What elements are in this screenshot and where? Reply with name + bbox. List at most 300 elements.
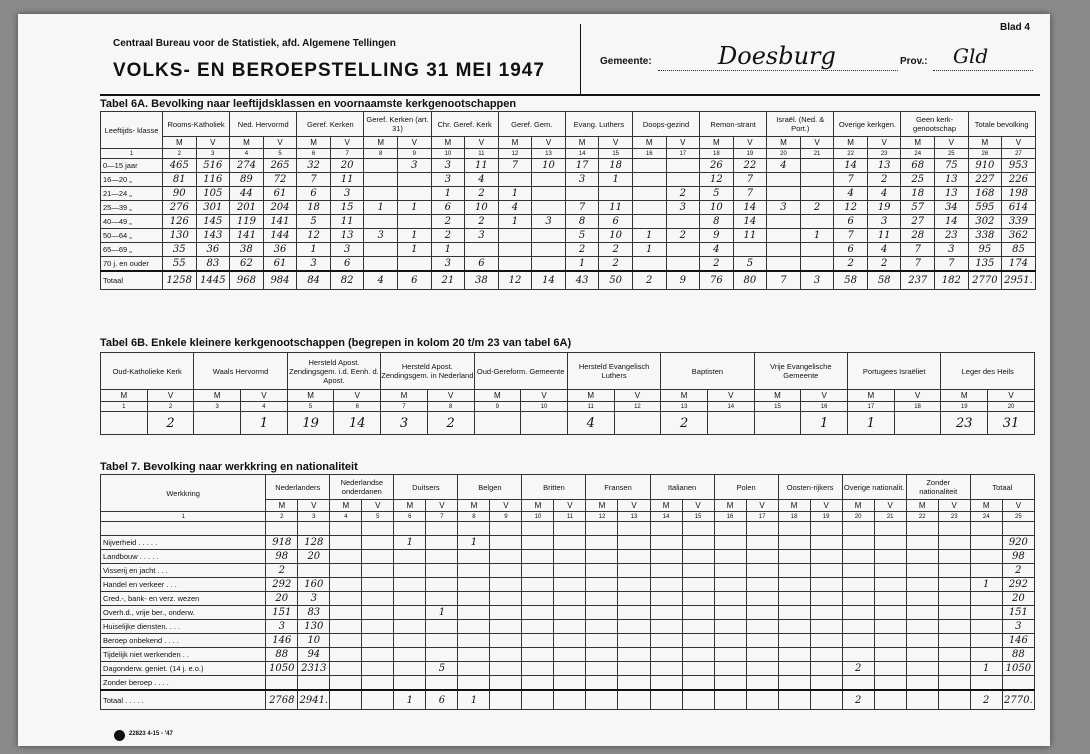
cell-value: 3 bbox=[1002, 620, 1034, 634]
cell-value: 1 bbox=[565, 257, 599, 272]
cell-value: 595 bbox=[968, 201, 1002, 215]
cell-value: 276 bbox=[163, 201, 197, 215]
spacer-cell bbox=[586, 522, 618, 536]
group-header: Leger des Heils bbox=[941, 353, 1035, 390]
cell-value bbox=[938, 662, 970, 676]
cell-value bbox=[362, 592, 394, 606]
m-header: M bbox=[968, 137, 1002, 149]
column-number: 1 bbox=[101, 402, 148, 412]
cell-value bbox=[906, 620, 938, 634]
column-number: 22 bbox=[906, 512, 938, 522]
total-value: 9 bbox=[666, 271, 700, 290]
cell-value bbox=[330, 550, 362, 564]
v-header: V bbox=[330, 137, 364, 149]
table-row bbox=[101, 257, 1036, 272]
cell-value: 301 bbox=[196, 201, 230, 215]
cell-value bbox=[554, 578, 586, 592]
row-label: Handel en verkeer . . . bbox=[101, 578, 266, 592]
cell-value: 146 bbox=[1002, 634, 1034, 648]
cell-value bbox=[586, 662, 618, 676]
cell-value bbox=[746, 536, 778, 550]
cell-value: 36 bbox=[196, 243, 230, 257]
cell-value bbox=[666, 159, 700, 173]
cell-value: 1 bbox=[632, 243, 666, 257]
cell-value bbox=[362, 634, 394, 648]
m-header: M bbox=[901, 137, 935, 149]
cell-value: 13 bbox=[867, 159, 901, 173]
cell-value: 135 bbox=[968, 257, 1002, 272]
cell-value: 10 bbox=[298, 634, 330, 648]
group-header: Geref. Kerken (art. 31) bbox=[364, 112, 431, 137]
spacer-cell bbox=[618, 522, 650, 536]
table-row bbox=[101, 564, 1035, 578]
v-header: V bbox=[397, 137, 431, 149]
cell-value bbox=[498, 257, 532, 272]
cell-value: 89 bbox=[230, 173, 264, 187]
column-number: 3 bbox=[298, 512, 330, 522]
group-header: Doops-gezind bbox=[632, 112, 699, 137]
tabel6a-table bbox=[100, 111, 1036, 290]
cell-value: 1 bbox=[297, 243, 331, 257]
row-label: 16—20 „ bbox=[101, 173, 163, 187]
cell-value bbox=[618, 536, 650, 550]
cell-value: 130 bbox=[298, 620, 330, 634]
cell-value: 14 bbox=[733, 215, 767, 229]
column-number: 7 bbox=[381, 402, 428, 412]
v-header: V bbox=[707, 390, 754, 402]
cell-value: 3 bbox=[330, 243, 364, 257]
total-value bbox=[522, 690, 554, 710]
column-number: 18 bbox=[700, 149, 734, 159]
spacer-cell bbox=[906, 522, 938, 536]
cell-value bbox=[330, 662, 362, 676]
total-value bbox=[906, 690, 938, 710]
cell-value: 81 bbox=[163, 173, 197, 187]
cell-value bbox=[906, 592, 938, 606]
cell-value: 13 bbox=[330, 229, 364, 243]
m-header: M bbox=[230, 137, 264, 149]
cell-value: 18 bbox=[297, 201, 331, 215]
cell-value bbox=[394, 662, 426, 676]
total-value: 2 bbox=[632, 271, 666, 290]
cell-value: 7 bbox=[834, 229, 868, 243]
cell-value: 2 bbox=[700, 257, 734, 272]
row-label: Cred.-, bank- en verz. wezen bbox=[101, 592, 266, 606]
cell-value bbox=[394, 578, 426, 592]
cell-value bbox=[458, 564, 490, 578]
cell-value bbox=[874, 662, 906, 676]
cell-value: 23 bbox=[941, 412, 988, 435]
cell-value: 2 bbox=[666, 187, 700, 201]
cell-value bbox=[532, 229, 566, 243]
cell-value bbox=[364, 257, 398, 272]
spacer-cell bbox=[650, 522, 682, 536]
cell-value bbox=[650, 536, 682, 550]
cell-value bbox=[532, 201, 566, 215]
v-header: V bbox=[874, 500, 906, 512]
total-value bbox=[778, 690, 810, 710]
m-header: M bbox=[842, 500, 874, 512]
cell-value: 7 bbox=[733, 187, 767, 201]
column-number: 1 bbox=[101, 149, 163, 159]
group-header: Ned. Hervormd bbox=[230, 112, 297, 137]
total-value: 6 bbox=[426, 690, 458, 710]
column-number: 10 bbox=[522, 512, 554, 522]
cell-value bbox=[970, 648, 1002, 662]
m-header: M bbox=[474, 390, 521, 402]
cell-value bbox=[810, 662, 842, 676]
cell-value bbox=[364, 215, 398, 229]
cell-value: 1 bbox=[397, 243, 431, 257]
cell-value bbox=[362, 578, 394, 592]
cell-value bbox=[778, 564, 810, 578]
table-row bbox=[101, 550, 1035, 564]
m-header: M bbox=[567, 390, 614, 402]
cell-value bbox=[490, 620, 522, 634]
total-value: 182 bbox=[935, 271, 969, 290]
cell-value: 12 bbox=[700, 173, 734, 187]
v-header: V bbox=[935, 137, 969, 149]
cell-value: 20 bbox=[298, 550, 330, 564]
cell-value: 1050 bbox=[266, 662, 298, 676]
cell-value bbox=[650, 662, 682, 676]
total-value: 58 bbox=[834, 271, 868, 290]
cell-value bbox=[586, 578, 618, 592]
cell-value bbox=[733, 243, 767, 257]
group-header: Israël. (Ned. & Port.) bbox=[767, 112, 834, 137]
column-number: 2 bbox=[266, 512, 298, 522]
cell-value: 144 bbox=[263, 229, 297, 243]
m-header: M bbox=[431, 137, 465, 149]
tabel7-table bbox=[100, 474, 1035, 710]
cell-value bbox=[330, 676, 362, 691]
cell-value bbox=[632, 201, 666, 215]
cell-value bbox=[330, 536, 362, 550]
m-header: M bbox=[330, 500, 362, 512]
v-header: V bbox=[465, 137, 499, 149]
cell-value bbox=[458, 648, 490, 662]
cell-value: 292 bbox=[1002, 578, 1034, 592]
cell-value bbox=[362, 648, 394, 662]
cell-value bbox=[682, 606, 714, 620]
cell-value bbox=[532, 187, 566, 201]
v-header: V bbox=[334, 390, 381, 402]
cell-value: 13 bbox=[935, 173, 969, 187]
cell-value: 174 bbox=[1002, 257, 1036, 272]
column-number: 3 bbox=[196, 149, 230, 159]
total-value bbox=[746, 690, 778, 710]
cell-value: 88 bbox=[266, 648, 298, 662]
m-header: M bbox=[458, 500, 490, 512]
cell-value bbox=[554, 550, 586, 564]
spacer-cell bbox=[746, 522, 778, 536]
total-row bbox=[101, 690, 1035, 710]
cell-value bbox=[810, 606, 842, 620]
total-value: 43 bbox=[565, 271, 599, 290]
cell-value bbox=[970, 676, 1002, 691]
cell-value bbox=[394, 606, 426, 620]
column-number: 5 bbox=[263, 149, 297, 159]
total-value: 2 bbox=[970, 690, 1002, 710]
cell-value bbox=[474, 412, 521, 435]
total-value: 76 bbox=[700, 271, 734, 290]
cell-value bbox=[842, 676, 874, 691]
cell-value bbox=[938, 648, 970, 662]
cell-value bbox=[394, 634, 426, 648]
column-number: 7 bbox=[426, 512, 458, 522]
row-label: Overh.d., vrije ber., onderw. bbox=[101, 606, 266, 620]
cell-value: 3 bbox=[935, 243, 969, 257]
cell-value bbox=[938, 676, 970, 691]
cell-value: 6 bbox=[599, 215, 633, 229]
group-header: Britten bbox=[522, 475, 586, 500]
row-label: 70 j. en ouder bbox=[101, 257, 163, 272]
cell-value: 1 bbox=[431, 187, 465, 201]
cell-value bbox=[666, 173, 700, 187]
column-number: 6 bbox=[394, 512, 426, 522]
total-value: 2 bbox=[842, 690, 874, 710]
cell-value bbox=[614, 412, 661, 435]
column-number: 12 bbox=[614, 402, 661, 412]
spacer-cell bbox=[938, 522, 970, 536]
cell-value bbox=[330, 606, 362, 620]
cell-value: 614 bbox=[1002, 201, 1036, 215]
cell-value: 12 bbox=[834, 201, 868, 215]
cell-value bbox=[714, 648, 746, 662]
v-header: V bbox=[599, 137, 633, 149]
cell-value bbox=[810, 564, 842, 578]
total-value: 2770. bbox=[1002, 690, 1034, 710]
spacer-cell bbox=[426, 522, 458, 536]
column-number: 19 bbox=[941, 402, 988, 412]
cell-value: 5 bbox=[565, 229, 599, 243]
group-header: Vrije Evangelische Gemeente bbox=[754, 353, 847, 390]
cell-value: 7 bbox=[935, 257, 969, 272]
cell-value bbox=[778, 536, 810, 550]
m-header: M bbox=[194, 390, 241, 402]
cell-value: 95 bbox=[968, 243, 1002, 257]
m-header: M bbox=[767, 137, 801, 149]
column-number: 25 bbox=[935, 149, 969, 159]
cell-value bbox=[714, 550, 746, 564]
m-header: M bbox=[650, 500, 682, 512]
group-header: Baptisten bbox=[661, 353, 754, 390]
cell-value: 88 bbox=[1002, 648, 1034, 662]
group-header: Hersteld Apost. Zendingsgem. in Nederland bbox=[381, 353, 474, 390]
cell-value: 61 bbox=[263, 257, 297, 272]
row-label: 65—69 „ bbox=[101, 243, 163, 257]
cell-value bbox=[906, 676, 938, 691]
tabel7-title: Tabel 7. Bevolking naar werkkring en nationaliteit bbox=[100, 461, 358, 473]
cell-value bbox=[330, 564, 362, 578]
cell-value: 145 bbox=[196, 215, 230, 229]
spacer-cell bbox=[394, 522, 426, 536]
cell-value: 4 bbox=[465, 173, 499, 187]
cell-value bbox=[522, 620, 554, 634]
cell-value: 7 bbox=[297, 173, 331, 187]
cell-value: 20 bbox=[1002, 592, 1034, 606]
cell-value: 6 bbox=[834, 243, 868, 257]
spacer-cell bbox=[522, 522, 554, 536]
group-header: Overige kerkgen. bbox=[834, 112, 901, 137]
cell-value bbox=[618, 634, 650, 648]
cell-value: 6 bbox=[465, 257, 499, 272]
cell-value: 25 bbox=[901, 173, 935, 187]
cell-value bbox=[650, 564, 682, 578]
cell-value: 7 bbox=[901, 243, 935, 257]
table-row bbox=[101, 648, 1035, 662]
cell-value: 2 bbox=[599, 257, 633, 272]
cell-value bbox=[650, 606, 682, 620]
cell-value: 15 bbox=[330, 201, 364, 215]
row-label: Tijdelijk niet werkenden . . bbox=[101, 648, 266, 662]
cell-value bbox=[330, 592, 362, 606]
total-value bbox=[586, 690, 618, 710]
cell-value bbox=[554, 592, 586, 606]
cell-value bbox=[778, 634, 810, 648]
column-number: 11 bbox=[465, 149, 499, 159]
cell-value bbox=[938, 578, 970, 592]
cell-value: 3 bbox=[431, 257, 465, 272]
total-value: 21 bbox=[431, 271, 465, 290]
cell-value bbox=[970, 634, 1002, 648]
cell-value: 10 bbox=[599, 229, 633, 243]
cell-value bbox=[767, 229, 801, 243]
table-row bbox=[101, 536, 1035, 550]
cell-value: 14 bbox=[733, 201, 767, 215]
cell-value bbox=[364, 159, 398, 173]
cell-value bbox=[906, 564, 938, 578]
column-number: 26 bbox=[968, 149, 1002, 159]
row-label: Visserij en jacht . . . bbox=[101, 564, 266, 578]
cell-value: 292 bbox=[266, 578, 298, 592]
total-value bbox=[650, 690, 682, 710]
cell-value bbox=[618, 578, 650, 592]
cell-value: 55 bbox=[163, 257, 197, 272]
group-header: Chr. Geref. Kerk bbox=[431, 112, 498, 137]
cell-value bbox=[522, 536, 554, 550]
cell-value: 1050 bbox=[1002, 662, 1034, 676]
cell-value: 32 bbox=[297, 159, 331, 173]
spacer-cell bbox=[714, 522, 746, 536]
table-row bbox=[101, 606, 1035, 620]
cell-value bbox=[810, 578, 842, 592]
cell-value: 141 bbox=[230, 229, 264, 243]
cell-value bbox=[650, 550, 682, 564]
cell-value bbox=[874, 620, 906, 634]
cell-value bbox=[874, 592, 906, 606]
cell-value: 918 bbox=[266, 536, 298, 550]
group-header: Fransen bbox=[586, 475, 650, 500]
cell-value bbox=[490, 564, 522, 578]
cell-value: 20 bbox=[266, 592, 298, 606]
cell-value bbox=[800, 257, 834, 272]
cell-value bbox=[458, 620, 490, 634]
cell-value: 226 bbox=[1002, 173, 1036, 187]
cell-value bbox=[426, 564, 458, 578]
cell-value bbox=[458, 662, 490, 676]
column-number: 17 bbox=[666, 149, 700, 159]
cell-value bbox=[650, 676, 682, 691]
cell-value: 151 bbox=[1002, 606, 1034, 620]
cell-value bbox=[586, 634, 618, 648]
cell-value bbox=[194, 412, 241, 435]
column-number: 4 bbox=[230, 149, 264, 159]
cell-value bbox=[618, 592, 650, 606]
cell-value bbox=[394, 676, 426, 691]
prov-value: Gld bbox=[953, 44, 989, 68]
cell-value bbox=[618, 606, 650, 620]
m-header: M bbox=[297, 137, 331, 149]
group-header: Oosten-rijkers bbox=[778, 475, 842, 500]
m-header: M bbox=[778, 500, 810, 512]
table-row bbox=[101, 620, 1035, 634]
cell-value: 141 bbox=[263, 215, 297, 229]
total-value bbox=[714, 690, 746, 710]
total-value: 2770 bbox=[968, 271, 1002, 290]
cell-value: 36 bbox=[263, 243, 297, 257]
cell-value: 465 bbox=[163, 159, 197, 173]
cell-value bbox=[894, 412, 941, 435]
cell-value: 19 bbox=[287, 412, 334, 435]
cell-value bbox=[458, 634, 490, 648]
column-number: 17 bbox=[746, 512, 778, 522]
cell-value bbox=[906, 606, 938, 620]
cell-value bbox=[490, 536, 522, 550]
gemeente-label: Gemeente: bbox=[600, 56, 652, 67]
table-row bbox=[101, 592, 1035, 606]
cell-value bbox=[767, 257, 801, 272]
table-row bbox=[101, 201, 1036, 215]
cell-value: 2 bbox=[431, 215, 465, 229]
cell-value bbox=[810, 648, 842, 662]
group-header: Totale bevolking bbox=[968, 112, 1035, 137]
cell-value: 57 bbox=[901, 201, 935, 215]
cell-value: 362 bbox=[1002, 229, 1036, 243]
cell-value: 8 bbox=[700, 215, 734, 229]
cell-value bbox=[364, 173, 398, 187]
cell-value bbox=[800, 173, 834, 187]
v-header: V bbox=[490, 500, 522, 512]
cell-value: 83 bbox=[298, 606, 330, 620]
cell-value: 1 bbox=[970, 578, 1002, 592]
cell-value: 3 bbox=[298, 592, 330, 606]
cell-value bbox=[490, 578, 522, 592]
m-header: M bbox=[700, 137, 734, 149]
cell-value: 2 bbox=[867, 257, 901, 272]
group-header: Nederlandse onderdanen bbox=[330, 475, 394, 500]
total-value bbox=[938, 690, 970, 710]
column-number: 4 bbox=[330, 512, 362, 522]
cell-value bbox=[842, 620, 874, 634]
row-label: Zonder beroep . . . . bbox=[101, 676, 266, 691]
cell-value bbox=[746, 648, 778, 662]
cell-value: 1 bbox=[394, 536, 426, 550]
cell-value bbox=[394, 648, 426, 662]
cell-value: 2 bbox=[834, 257, 868, 272]
cell-value bbox=[682, 634, 714, 648]
cell-value bbox=[522, 648, 554, 662]
cell-value: 68 bbox=[901, 159, 935, 173]
cell-value: 1 bbox=[458, 536, 490, 550]
table-row bbox=[101, 229, 1036, 243]
cell-value bbox=[874, 606, 906, 620]
column-number: 2 bbox=[147, 402, 194, 412]
cell-value bbox=[682, 550, 714, 564]
cell-value: 130 bbox=[163, 229, 197, 243]
cell-value: 4 bbox=[767, 159, 801, 173]
cell-value: 3 bbox=[431, 159, 465, 173]
